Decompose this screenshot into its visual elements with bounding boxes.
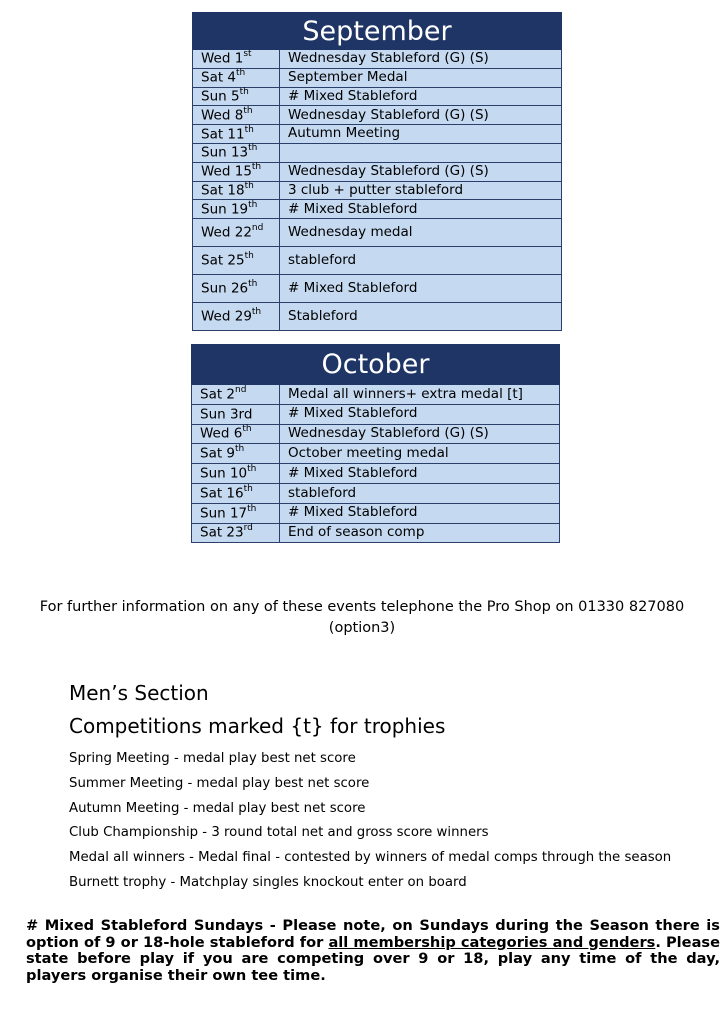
event-cell: # Mixed Stableford	[280, 464, 560, 484]
table-row	[193, 247, 562, 275]
list-item: Summer Meeting - medal play best net score	[69, 775, 370, 791]
table-row	[192, 385, 560, 405]
table-row	[193, 162, 562, 181]
mens-section	[69, 677, 671, 896]
date-cell: Wed 8th	[193, 106, 280, 125]
date-cell: Sun 17th	[192, 503, 280, 523]
table-row	[193, 219, 562, 247]
date-cell: Wed 1st	[193, 50, 280, 69]
table-row	[193, 143, 562, 162]
table-row	[193, 68, 562, 87]
table-row	[192, 503, 560, 523]
info-line: For further information on any of these events telephone the Pro Shop on 01330 827080	[39, 599, 685, 615]
event-cell: Wednesday Stableford (G) (S)	[280, 50, 562, 69]
list-item: Medal all winners - Medal final - contested by winners of medal comps through the season	[69, 850, 672, 866]
date-cell: Sun 3rd	[192, 404, 280, 424]
event-cell	[280, 143, 562, 162]
event-cell: # Mixed Stableford	[280, 200, 562, 219]
date-cell: Sat 11th	[193, 125, 280, 144]
date-cell: Sat 16th	[192, 483, 280, 503]
event-cell: # Mixed Stableford	[280, 87, 562, 106]
date-cell: Wed 22nd	[193, 219, 280, 247]
table-row	[192, 444, 560, 464]
table-row	[193, 125, 562, 144]
info-line: (option3)	[328, 620, 396, 636]
event-cell: stableford	[280, 483, 560, 503]
table-row	[193, 106, 562, 125]
date-cell: Sat 4th	[193, 68, 280, 87]
table-row	[192, 523, 560, 543]
date-cell: Sun 26th	[193, 275, 280, 303]
date-cell: Sat 25th	[193, 247, 280, 275]
list-item: Club Championship - 3 round total net and gross score winners	[69, 825, 489, 841]
event-cell: # Mixed Stableford	[280, 503, 560, 523]
event-cell: Wednesday Stableford (G) (S)	[280, 106, 562, 125]
event-cell: # Mixed Stableford	[280, 404, 560, 424]
trophy-list	[69, 747, 671, 896]
september-title: September	[193, 13, 562, 50]
event-cell: Wednesday medal	[280, 219, 562, 247]
table-row	[193, 200, 562, 219]
event-cell: September Medal	[280, 68, 562, 87]
date-cell: Sat 9th	[192, 444, 280, 464]
table-row	[192, 483, 560, 503]
event-cell: Wednesday Stableford (G) (S)	[280, 424, 560, 444]
table-row	[193, 87, 562, 106]
list-item: Burnett trophy - Matchplay singles knockout enter on board	[69, 874, 467, 890]
september-table	[192, 12, 562, 331]
pro-shop-info	[0, 597, 724, 639]
date-cell: Wed 15th	[193, 162, 280, 181]
table-row	[193, 181, 562, 200]
event-cell: Wednesday Stableford (G) (S)	[280, 162, 562, 181]
table-row	[192, 424, 560, 444]
underlined-text: all membership categories and genders	[328, 933, 656, 951]
event-cell: Stableford	[280, 303, 562, 331]
table-row	[193, 50, 562, 69]
date-cell: Wed 29th	[193, 303, 280, 331]
date-cell: Sat 23rd	[192, 523, 280, 543]
event-cell: stableford	[280, 247, 562, 275]
date-cell: Sun 10th	[192, 464, 280, 484]
october-title: October	[192, 345, 560, 385]
table-row	[192, 464, 560, 484]
event-cell: Autumn Meeting	[280, 125, 562, 144]
date-cell: Sat 18th	[193, 181, 280, 200]
list-item: Autumn Meeting - medal play best net score	[69, 800, 366, 816]
date-cell: Sun 5th	[193, 87, 280, 106]
october-table	[191, 344, 560, 543]
table-row	[192, 404, 560, 424]
list-item: Spring Meeting - medal play best net score	[69, 751, 356, 766]
mens-heading: Men’s Section	[69, 681, 209, 705]
date-cell: Sun 19th	[193, 200, 280, 219]
table-row	[193, 275, 562, 303]
event-cell: October meeting medal	[280, 444, 560, 464]
date-cell: Wed 6th	[192, 424, 280, 444]
event-cell: 3 club + putter stableford	[280, 181, 562, 200]
trophies-heading: Competitions marked {t} for trophies	[69, 714, 446, 738]
event-cell: End of season comp	[280, 523, 560, 543]
table-row	[193, 303, 562, 331]
mixed-stableford-note: # Mixed Stableford Sundays - Please note, on Sundays during the Season there is option of 9 or 18-hole stableford for all membership categories and genders. Please state before play if you are competing over 9 or 18, play any time of the day, players organise their own tee time.	[26, 917, 720, 984]
date-cell: Sat 2nd	[192, 385, 280, 405]
event-cell: # Mixed Stableford	[280, 275, 562, 303]
date-cell: Sun 13th	[193, 143, 280, 162]
event-cell: Medal all winners+ extra medal [t]	[280, 385, 560, 405]
